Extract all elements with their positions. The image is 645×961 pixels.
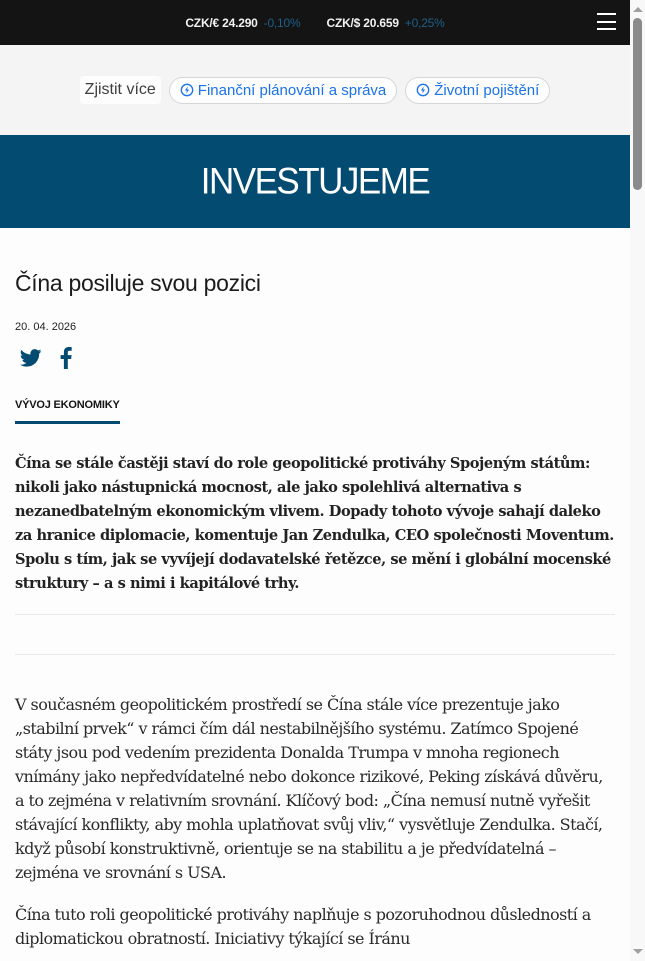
facebook-share-button[interactable] <box>60 347 72 369</box>
chip-life-insurance[interactable] <box>405 77 550 104</box>
social-share <box>15 347 615 369</box>
article-date: 20. 04. 2026 <box>15 321 77 333</box>
ticker-item-usd <box>326 16 444 30</box>
promo-chips-bar <box>0 45 630 135</box>
article-paragraph: V současném geopolitickém prostředí se Čína stále více prezentuje jako „stabilní prvek“ v rámci čím dál nestabilnějšího systému. Zatímco Spojené státy jsou pod vedením prezidenta Donalda Trumpa v mnoha regionech vnímány jako nepředvídatelné nebo dokonce rizikové, Peking získává důvěru, a to zejména v relativním srovnání. Klíčový bod: „Čína nemusí nutně vyřešit stávající konflikty, aby mohla uplatňovat svůj vliv,“ vysvětluje Zendulka. Stačí, když působí konstruktivně, orientuje se na stabilitu a je předvídatelná – zejména ve srovnání s USA. <box>15 695 603 882</box>
article-body <box>15 693 615 951</box>
ticker-item-eur <box>185 16 300 30</box>
article <box>0 270 630 951</box>
category-tag[interactable]: VÝVOJ EKONOMIKY <box>15 399 120 424</box>
brand-banner <box>0 135 630 228</box>
scroll-down-arrow-icon[interactable] <box>633 949 643 954</box>
twitter-share-button[interactable] <box>20 349 42 367</box>
vertical-scrollbar[interactable] <box>630 0 645 961</box>
lightning-circle-icon <box>180 83 194 97</box>
promo-label: Zjistit více <box>80 76 161 104</box>
currency-ticker-bar <box>0 0 630 45</box>
lightning-circle-icon <box>416 83 430 97</box>
ticker-change: +0,25% <box>404 15 445 30</box>
facebook-icon <box>60 347 72 369</box>
chip-label: Životní pojištění <box>434 81 540 99</box>
article-title: Čína posiluje svou pozici <box>15 270 261 296</box>
hamburger-menu-icon[interactable] <box>597 13 616 30</box>
ticker-pair: CZK/€ 24.290 <box>185 15 258 30</box>
site-logo[interactable]: INVESTUJEME <box>200 160 430 202</box>
chip-label: Finanční plánování a správa <box>197 81 387 99</box>
ticker-pair: CZK/$ 20.659 <box>326 15 399 30</box>
article-paragraph: Čína tuto roli geopolitické protiváhy naplňuje s pozoruhodnou důsledností a diplomatickou obratností. Iniciativy týkající se Íránu <box>15 905 591 948</box>
article-lead: Čína se stále častěji staví do role geopolitické protiváhy Spojeným státům: nikoli jako nástupnická mocnost, ale jako spolehlivá alternativa s nezanedbatelným ekonomickým vlivem. Dopady tohoto vývoje sahají daleko za hranice diplomacie, komentuje Jan Zendulka, CEO společnosti Moventum. Spolu s tím, jak se vyvíjejí dodavatelské řetězce, se mění i globální mocenské struktury – a s nimi i kapitálové trhy. <box>15 452 615 615</box>
scrollbar-thumb[interactable] <box>633 18 642 190</box>
chip-financial-planning[interactable] <box>169 77 397 104</box>
ticker-change: -0,10% <box>263 15 301 30</box>
twitter-icon <box>20 349 42 367</box>
scroll-up-arrow-icon[interactable] <box>633 7 643 12</box>
divider <box>15 615 615 655</box>
ticker-items <box>185 16 444 30</box>
